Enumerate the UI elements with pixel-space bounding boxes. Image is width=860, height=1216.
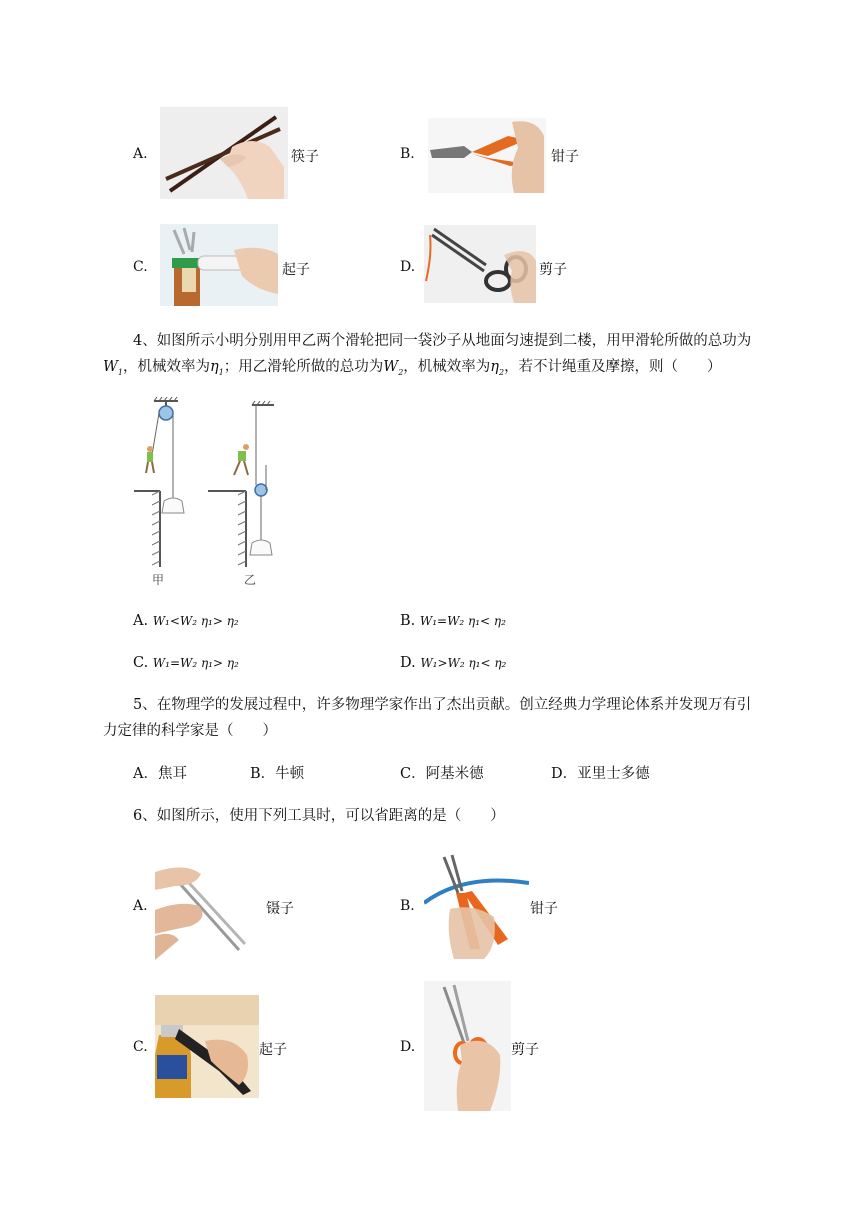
pliers-photo (428, 118, 546, 193)
q5-option-d: D．亚里士多德 (551, 766, 650, 782)
q4-option-b: B. W₁=W₂ η₁< η₂ (400, 613, 506, 629)
option-caption: 起子 (259, 1042, 287, 1058)
option-letter: D. (400, 259, 416, 275)
var-w1: $W_1$ (103, 359, 123, 377)
q4-option-d: D. W₁>W₂ η₁< η₂ (400, 655, 507, 671)
var-eta2: $\eta_2$ (490, 359, 505, 377)
var-w2: $W_2$ (383, 359, 404, 377)
q4-stem-line2: $W_1$，机械效率为$\eta_1$；用乙滑轮所做的总功为$W_2$，机械效率为$\eta_2$，若不计绳重及摩擦，则（ ） (103, 359, 722, 377)
var-eta1: $\eta_1$ (210, 359, 224, 377)
option-letter: A. (133, 898, 148, 914)
figure-label-jia: 甲 (152, 573, 165, 587)
q4-option-a: A. W₁<W₂ η₁> η₂ (133, 613, 239, 629)
option-caption: 起子 (282, 262, 310, 278)
pulley-figure (128, 395, 288, 590)
option-caption: 剪子 (539, 262, 567, 278)
option-letter: A. (133, 146, 148, 162)
option-caption: 钳子 (530, 901, 558, 917)
figure-label-yi: 乙 (244, 573, 257, 587)
tweezers-photo (155, 860, 250, 960)
option-letter: B. (400, 898, 415, 914)
bottle-opener-photo (160, 224, 278, 306)
q4-option-c: C. W₁=W₂ η₁> η₂ (133, 655, 239, 671)
option-letter: C. (133, 259, 148, 275)
q4-stem-line1: 4、如图所示小明分别用甲乙两个滑轮把同一袋沙子从地面匀速提到二楼，用甲滑轮所做的总功为 (133, 333, 752, 349)
option-caption: 镊子 (266, 901, 294, 917)
scissors-photo (424, 225, 536, 303)
q5-stem-line1: 5、在物理学的发展过程中，许多物理学家作出了杰出贡献。创立经典力学理论体系并发现万有引 (133, 697, 752, 713)
q6-stem: 6、如图所示，使用下列工具时，可以省距离的是（ ） (133, 808, 505, 824)
wire-cutter-photo (424, 853, 529, 959)
option-letter: C. (133, 1039, 148, 1055)
scissors-photo (424, 981, 511, 1111)
option-letter: D. (400, 1039, 416, 1055)
option-caption: 剪子 (511, 1042, 539, 1058)
chopsticks-photo (160, 107, 288, 199)
option-letter: B. (400, 146, 415, 162)
q5-option-a: A．焦耳 (133, 766, 187, 782)
q5-option-b: B．牛顿 (250, 766, 305, 782)
bottle-opener-photo (155, 995, 259, 1098)
q5-stem-line2: 力定律的科学家是（ ） (103, 723, 277, 739)
option-caption: 钳子 (551, 149, 579, 165)
option-caption: 筷子 (291, 149, 319, 165)
q5-option-c: C．阿基米德 (400, 766, 484, 782)
